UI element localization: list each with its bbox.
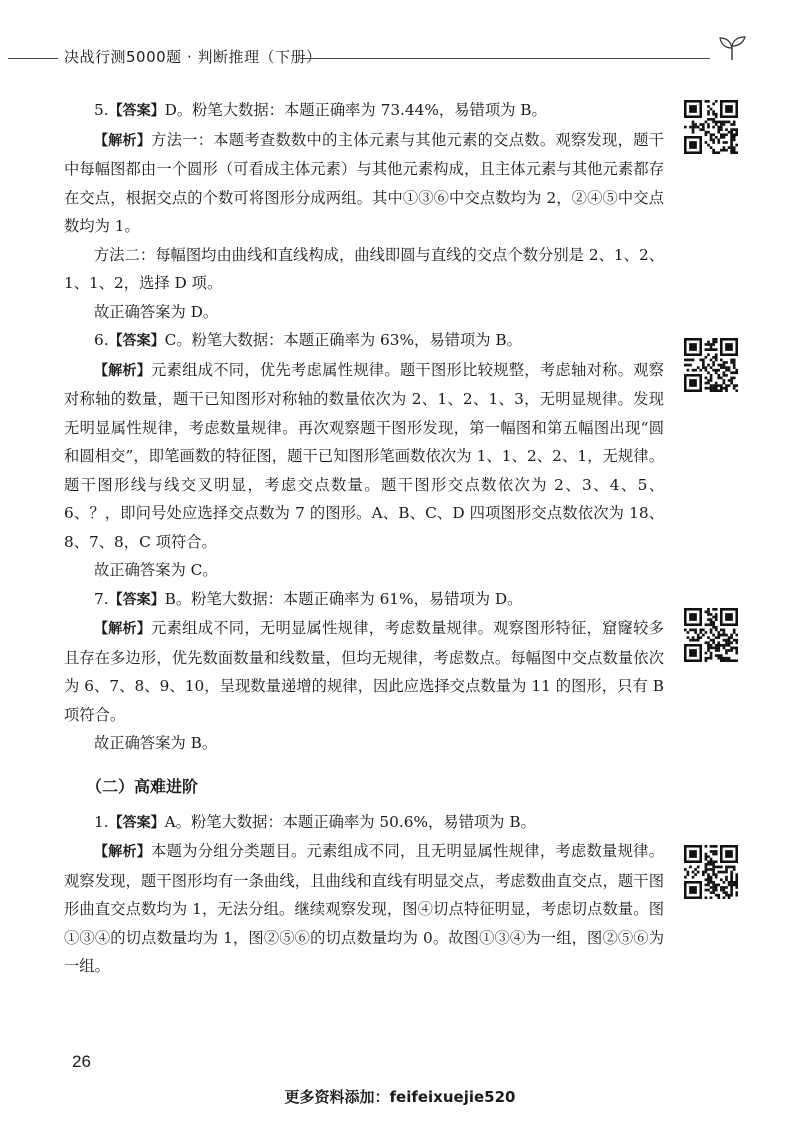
footer-note: 更多资料添加：feifeixuejie520: [284, 1088, 516, 1106]
answer-tag: 【答案】: [108, 814, 165, 831]
qr-code-icon[interactable]: [684, 338, 738, 392]
qr-code-icon[interactable]: [684, 100, 738, 154]
q6-answer: [64, 326, 664, 356]
header-title: 决战行测5000题 · 判断推理（下册）: [64, 48, 322, 66]
analysis-tag: 【解析】: [94, 132, 152, 149]
q1-number: 1.: [94, 812, 109, 831]
q1-answer: [64, 808, 664, 838]
q7-analysis-text: 元素组成不同，无明显属性规律，考虑数量规律。观察图形特征，窟窿较多且存在多边形，优先数面数量和线数量，但均无规律，考虑数点。每幅图中交点数量依次为 6、7、8、9、10，呈现数量递增的规律，因此应选择交点数量为 11 的图形，只有 B 项符合。: [64, 619, 664, 724]
analysis-tag: 【解析】: [94, 844, 152, 860]
sprout-icon: [712, 34, 752, 62]
page-number: 26: [72, 1052, 91, 1071]
q5-conclusion: 故正确答案为 D。: [94, 302, 219, 321]
section-heading: （二）高难进阶: [86, 776, 199, 796]
q5-answer: [64, 96, 664, 126]
header-rule-right: [300, 58, 710, 59]
q7-number: 7.: [94, 589, 109, 608]
q5-number: 5.: [94, 101, 109, 119]
analysis-tag: 【解析】: [94, 362, 152, 379]
q7-analysis: [64, 614, 664, 729]
q6-analysis: [64, 356, 664, 557]
q5-analysis: [64, 126, 664, 241]
answer-tag: 【答案】: [108, 333, 165, 349]
q1-answer-text: A。粉笔大数据：本题正确率为 50.6%，易错项为 B。: [164, 812, 536, 831]
q7-conclusion: 故正确答案为 B。: [94, 734, 218, 752]
header-rule-left: [8, 58, 58, 59]
qr-code-icon[interactable]: [684, 845, 738, 899]
q6-number: 6.: [94, 331, 109, 349]
q5-analysis-text: 方法一：本题考查数数中的主体元素与其他元素的交点数。观察发现，题干中每幅图都由一个圆形（可看成主体元素）与其他元素构成，且主体元素与其他元素都存在交点，根据交点的个数可将图形分成两组。其中①③⑥中交点数均为 2，②④⑤中交点数均为 1。: [64, 130, 664, 235]
qr-code-icon[interactable]: [684, 608, 738, 662]
q6-conclusion: 故正确答案为 C。: [94, 561, 218, 579]
q7-answer: [64, 585, 664, 615]
q7-answer-text: B。粉笔大数据：本题正确率为 61%，易错项为 D。: [164, 589, 523, 608]
answer-tag: 【答案】: [108, 591, 165, 608]
q1-analysis-text: 本题为分组分类题目。元素组成不同，且无明显属性规律，考虑数量规律。观察发现，题干图形均有一条曲线，且曲线和直线有明显交点，考虑数曲直交点，题干图形曲直交点数均为 1，无法分组。继续观察发现，图④切点特征明显，考虑切点数量。图①③④的切点数量均为 1，图②⑤⑥的切点数量均为 0。故图①③④为一组，图②⑤⑥为一组。: [64, 842, 664, 975]
page-content: [64, 96, 664, 981]
running-header: [0, 44, 800, 74]
answer-tag: 【答案】: [108, 103, 165, 119]
analysis-tag: 【解析】: [94, 621, 152, 637]
q5-method2: 方法二：每幅图均由曲线和直线构成，曲线即圆与直线的交点个数分别是 2、1、2、1、1、2，选择 D 项。: [64, 245, 664, 292]
q6-analysis-text: 元素组成不同，优先考虑属性规律。题干图形比较规整，考虑轴对称。观察对称轴的数量，题干已知图形对称轴的数量依次为 2、1、2、1、3，无明显规律。发现无明显属性规律，考虑数量规律。再次观察题干图形发现，第一幅图和第五幅图出现“圆和圆相交”，即笔画数的特征图，题干已知图形笔画数依次为 1、1、2、2、1，无规律。题干图形线与线交叉明显，考虑交点数量。题干图形交点数依次为 2、3、4、5、6、？，即问号处应选择交点数为 7 的图形。A、B、C、D 四项图形交点数依次为 18、8、7、8，C 项符合。: [64, 360, 664, 551]
q5-answer-text: D。粉笔大数据：本题正确率为 73.44%，易错项为 B。: [164, 101, 547, 119]
q6-answer-text: C。粉笔大数据：本题正确率为 63%，易错项为 B。: [164, 331, 522, 349]
q1-analysis: [64, 837, 664, 981]
